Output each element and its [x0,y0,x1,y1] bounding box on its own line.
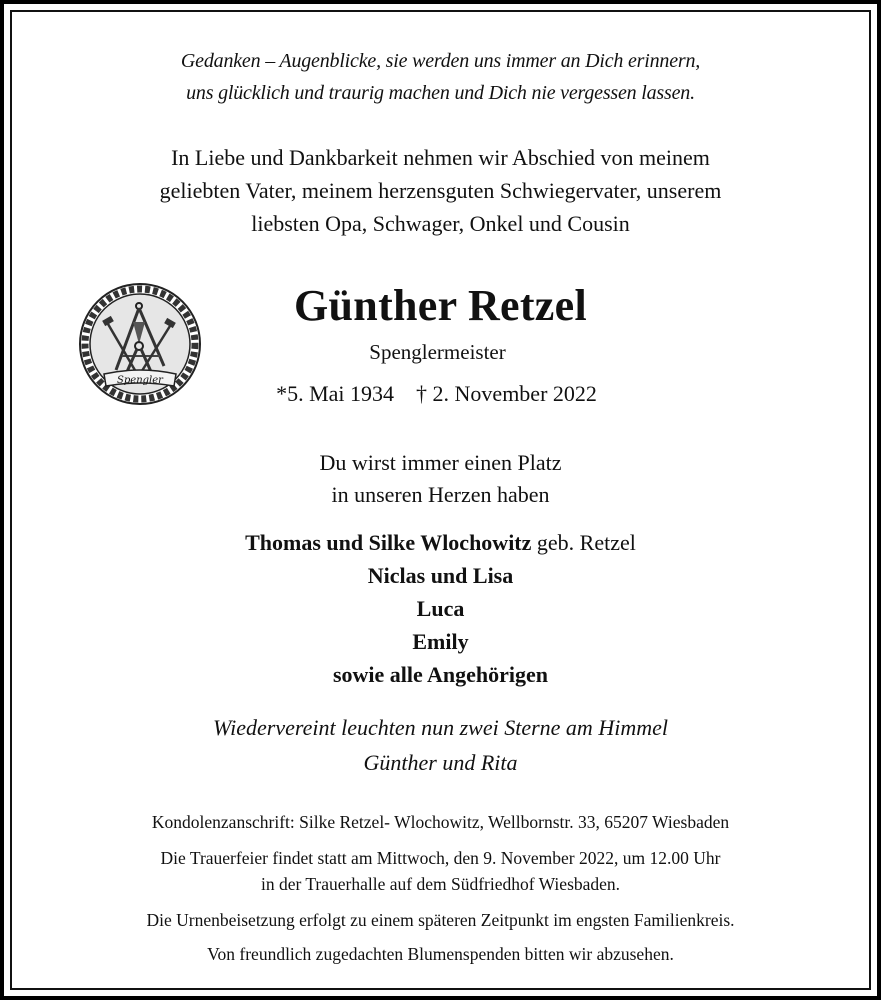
quote-line-2: uns glücklich und traurig machen und Dich nie vergessen lassen. [186,82,695,104]
deceased-name: Günther Retzel [294,281,587,330]
family-line-3: Luca [416,596,465,621]
urn-burial-note: Die Urnenbeisetzung erfolgt zu einem späteren Zeitpunkt im engsten Familienkreis. [146,910,735,930]
reunited-line-1: Wiedervereint leuchten nun zwei Sterne am Himmel [213,715,668,740]
profession: Spenglermeister [369,340,506,364]
family-children: Thomas und Silke Wlochowitz [245,530,532,555]
reunited-line-2: Günther und Rita [363,750,518,775]
message-line-2: in unseren Herzen haben [331,482,550,507]
condolence-address: Kondolenzanschrift: Silke Retzel- Wlochowitz, Wellbornstr. 33, 65207 Wiesbaden [151,812,730,832]
family-maiden-name: geb. Retzel [531,530,636,555]
message-line-1: Du wirst immer einen Platz [319,450,562,475]
svg-text:Spengler: Spengler [117,375,163,386]
service-line-1: Die Trauerfeier findet statt am Mittwoch, den 9. November 2022, um 12.00 Uhr [160,848,721,868]
service-line-2: in der Trauerhalle auf dem Südfriedhof Wiesbaden. [260,874,621,894]
family-line-1 [0,530,881,556]
death-date: † 2. November 2022 [416,381,597,406]
intro-line-2: geliebten Vater, meinem herzensguten Schwiegervater, unserem [159,178,722,203]
intro-line-3: liebsten Opa, Schwager, Onkel und Cousin [251,211,630,236]
life-dates [0,381,877,407]
quote-line-1: Gedanken – Augenblicke, sie werden uns immer an Dich erinnern, [180,50,701,72]
family-line-2: Niclas und Lisa [367,563,514,588]
flowers-note: Von freundlich zugedachten Blumenspenden bitten wir abzusehen. [207,944,674,964]
intro-line-1: In Liebe und Dankbarkeit nehmen wir Abschied von meinem [171,145,710,170]
birth-date: *5. Mai 1934 [276,381,395,406]
family-line-4: Emily [412,629,469,654]
family-line-5: sowie alle Angehörigen [332,662,549,687]
